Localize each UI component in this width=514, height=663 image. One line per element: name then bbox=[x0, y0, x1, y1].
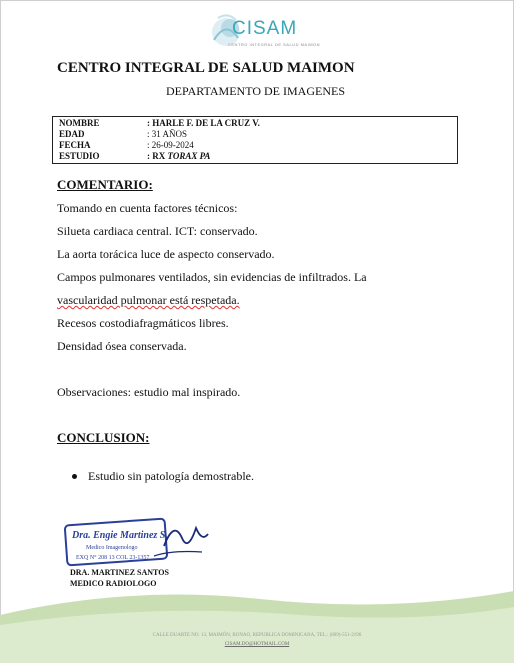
patient-info-box bbox=[52, 116, 458, 164]
doctor-role: MEDICO RADIOLOGO bbox=[70, 579, 157, 588]
study-value-prefix: : RX bbox=[147, 151, 168, 161]
name-value: : HARLE F. DE LA CRUZ V. bbox=[147, 118, 260, 128]
stamp-line-3: EXQ N° 208 13 COL 23-1357 bbox=[76, 555, 150, 561]
comment-line: Recesos costodiafragmáticos libres. bbox=[57, 316, 229, 330]
conclusion-item: Estudio sin patología demostrable. bbox=[88, 469, 254, 483]
observations: Observaciones: estudio mal inspirado. bbox=[57, 385, 241, 399]
signature-stamp bbox=[62, 516, 212, 568]
comment-line: Densidad ósea conservada. bbox=[57, 339, 187, 353]
date-value: : 26-09-2024 bbox=[147, 140, 194, 150]
date-label: FECHA bbox=[59, 140, 91, 150]
stamp-line-2: Medico Imagenologo bbox=[86, 545, 138, 551]
footer-email[interactable]: CISAM.DO@HOTMAIL.COM bbox=[224, 642, 290, 647]
name-label: NOMBRE bbox=[59, 118, 100, 128]
page-title: CENTRO INTEGRAL DE SALUD MAIMON bbox=[57, 60, 355, 76]
comment-line: vascularidad pulmonar está respetada. bbox=[57, 293, 240, 307]
comentario-heading: COMENTARIO: bbox=[57, 177, 153, 192]
department: DEPARTAMENTO DE IMAGENES bbox=[166, 84, 345, 98]
footer-wave bbox=[0, 585, 514, 663]
study-value-italic: TORAX PA bbox=[167, 151, 211, 161]
footer-address: CALLE DUARTE NO. 13, MAIMÓN, BONAO, REPUBLICA DOMINICANA, TEL.: (809)-551-2196 bbox=[152, 633, 362, 638]
study-label: ESTUDIO bbox=[59, 151, 100, 161]
comment-line: Tomando en cuenta factores técnicos: bbox=[57, 201, 238, 215]
study-value bbox=[147, 151, 210, 161]
age-label: EDAD bbox=[59, 129, 85, 139]
bullet-icon bbox=[72, 474, 77, 479]
logo-text: CISAM bbox=[232, 18, 298, 39]
conclusion-heading: CONCLUSION: bbox=[57, 430, 150, 445]
age-value: : 31 AÑOS bbox=[147, 129, 188, 139]
doctor-name: DRA. MARTINEZ SANTOS bbox=[70, 568, 169, 577]
logo-subtitle: CENTRO INTEGRAL DE SALUD MAIMON bbox=[228, 42, 321, 47]
stamp-line-1: Dra. Engie Martinez S. bbox=[72, 530, 168, 541]
comment-line: La aorta torácica luce de aspecto conservado. bbox=[57, 247, 275, 261]
comment-line: Silueta cardiaca central. ICT: conservado. bbox=[57, 224, 258, 238]
comment-line: Campos pulmonares ventilados, sin evidencias de infiltrados. La bbox=[57, 270, 367, 284]
